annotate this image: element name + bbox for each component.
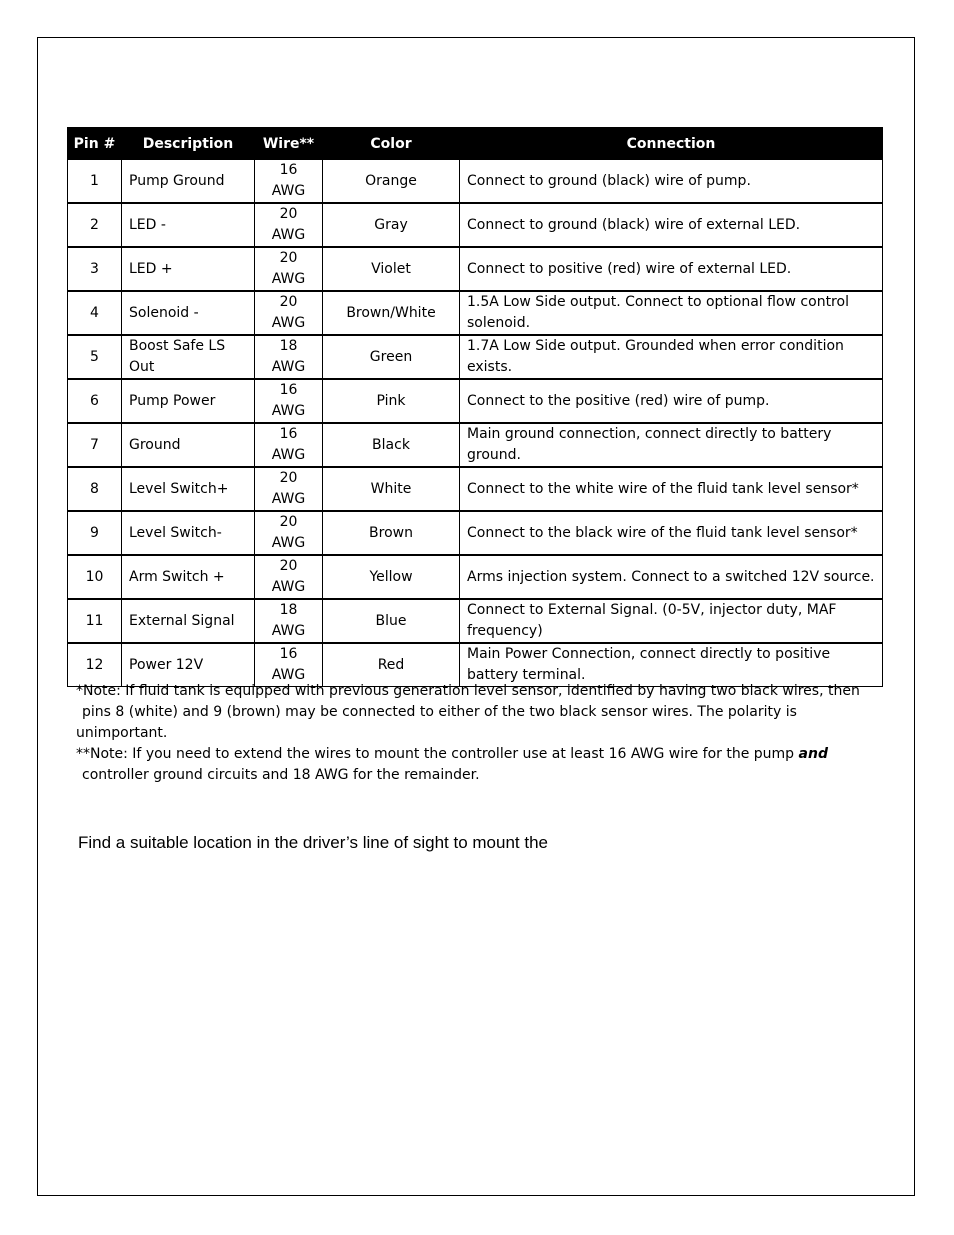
wire-gauge-number: 20 <box>279 206 298 222</box>
pin-number-cell: 9 <box>68 511 122 555</box>
connection-cell: Connect to the black wire of the fluid tank level sensor* <box>460 511 883 555</box>
pin-number-cell: 5 <box>68 335 122 379</box>
footnote-wire-gauge: **Note: If you need to extend the wires to mount the controller use at least 16 AWG wire for the pump and controller ground circuits and 18 AWG for the remainder. <box>76 746 828 783</box>
wire-gauge-unit: AWG <box>271 315 306 331</box>
wire-gauge-unit: AWG <box>271 623 306 639</box>
description-cell: Power 12V <box>122 643 255 687</box>
wire-gauge-unit: AWG <box>271 491 306 507</box>
table-row <box>68 555 883 599</box>
connection-cell: Connect to the positive (red) wire of pump. <box>460 379 883 423</box>
wire-color-cell: Red <box>323 643 460 687</box>
wire-color-cell: Violet <box>323 247 460 291</box>
pin-number-cell: 7 <box>68 423 122 467</box>
wire-gauge-number: 18 <box>279 338 298 354</box>
description-cell: Arm Switch + <box>122 555 255 599</box>
pin-number-cell: 6 <box>68 379 122 423</box>
connection-cell: Arms injection system. Connect to a switched 12V source. <box>460 555 883 599</box>
header-wire: Wire** <box>255 128 323 160</box>
wire-gauge-cell <box>255 291 323 335</box>
wire-gauge-cell <box>255 160 323 204</box>
wire-gauge-number: 20 <box>279 294 298 310</box>
wire-gauge-unit: AWG <box>271 535 306 551</box>
wire-gauge-cell <box>255 643 323 687</box>
connection-cell: 1.7A Low Side output. Grounded when error condition exists. <box>460 335 883 379</box>
wire-gauge-unit: AWG <box>271 403 306 419</box>
table-row <box>68 643 883 687</box>
connection-cell: Main ground connection, connect directly to battery ground. <box>460 423 883 467</box>
table-row <box>68 247 883 291</box>
mounting-instruction: Find a suitable location in the driver’s line of sight to mount the <box>78 833 548 852</box>
table-row <box>68 379 883 423</box>
description-cell: Pump Ground <box>122 160 255 204</box>
wire-color-cell: Pink <box>323 379 460 423</box>
connection-cell: Connect to positive (red) wire of external LED. <box>460 247 883 291</box>
description-cell: Boost Safe LS Out <box>122 335 255 379</box>
connection-cell: Connect to ground (black) wire of external LED. <box>460 203 883 247</box>
connection-cell: Main Power Connection, connect directly to positive battery terminal. <box>460 643 883 687</box>
description-cell: Solenoid - <box>122 291 255 335</box>
wire-gauge-cell <box>255 379 323 423</box>
wire-gauge-unit: AWG <box>271 579 306 595</box>
wire-gauge-unit: AWG <box>271 447 306 463</box>
table-row <box>68 203 883 247</box>
wire-gauge-cell <box>255 423 323 467</box>
description-cell: Level Switch+ <box>122 467 255 511</box>
wire-gauge-cell <box>255 511 323 555</box>
description-cell: External Signal <box>122 599 255 643</box>
wire-gauge-number: 16 <box>279 426 298 442</box>
header-description: Description <box>122 128 255 160</box>
header-pin: Pin # <box>68 128 122 160</box>
wire-color-cell: Black <box>323 423 460 467</box>
pin-number-cell: 3 <box>68 247 122 291</box>
connection-cell: Connect to External Signal. (0-5V, injector duty, MAF frequency) <box>460 599 883 643</box>
footnote-level-sensor: *Note: If fluid tank is equipped with previous generation level sensor, identified by having two black wires, then pins 8 (white) and 9 (brown) may be connected to either of the two black sensor wires. The polarity is unimportant. <box>76 683 860 741</box>
pin-number-cell: 1 <box>68 160 122 204</box>
description-cell: LED + <box>122 247 255 291</box>
pin-number-cell: 10 <box>68 555 122 599</box>
wire-gauge-number: 16 <box>279 162 298 178</box>
wire-gauge-number: 16 <box>279 646 298 662</box>
wire-color-cell: Green <box>323 335 460 379</box>
description-cell: Ground <box>122 423 255 467</box>
connection-cell: 1.5A Low Side output. Connect to optional flow control solenoid. <box>460 291 883 335</box>
table-row <box>68 511 883 555</box>
wire-gauge-cell <box>255 555 323 599</box>
wire-gauge-unit: AWG <box>271 183 306 199</box>
table-row <box>68 335 883 379</box>
wire-color-cell: Brown <box>323 511 460 555</box>
pin-number-cell: 11 <box>68 599 122 643</box>
wire-gauge-cell <box>255 467 323 511</box>
wire-gauge-number: 20 <box>279 514 298 530</box>
description-cell: Level Switch- <box>122 511 255 555</box>
wire-gauge-number: 16 <box>279 382 298 398</box>
connection-cell: Connect to ground (black) wire of pump. <box>460 160 883 204</box>
footnotes <box>76 681 876 786</box>
wire-gauge-unit: AWG <box>271 359 306 375</box>
wire-gauge-number: 18 <box>279 602 298 618</box>
wire-gauge-number: 20 <box>279 470 298 486</box>
wire-color-cell: Yellow <box>323 555 460 599</box>
pin-number-cell: 12 <box>68 643 122 687</box>
table-row <box>68 423 883 467</box>
wire-color-cell: Blue <box>323 599 460 643</box>
pin-number-cell: 8 <box>68 467 122 511</box>
wire-gauge-cell <box>255 247 323 291</box>
wire-color-cell: Gray <box>323 203 460 247</box>
wire-color-cell: Orange <box>323 160 460 204</box>
pin-number-cell: 4 <box>68 291 122 335</box>
pin-number-cell: 2 <box>68 203 122 247</box>
wire-color-cell: White <box>323 467 460 511</box>
wire-gauge-number: 20 <box>279 558 298 574</box>
header-color: Color <box>323 128 460 160</box>
description-cell: LED - <box>122 203 255 247</box>
table-row <box>68 467 883 511</box>
wire-gauge-cell <box>255 335 323 379</box>
wire-gauge-number: 20 <box>279 250 298 266</box>
wire-gauge-unit: AWG <box>271 227 306 243</box>
table-row <box>68 291 883 335</box>
description-cell: Pump Power <box>122 379 255 423</box>
table-row <box>68 160 883 204</box>
wire-gauge-unit: AWG <box>271 667 306 683</box>
table-header-row <box>68 128 883 160</box>
pinout-table <box>67 127 883 687</box>
wire-gauge-cell <box>255 599 323 643</box>
table-row <box>68 599 883 643</box>
header-connection: Connection <box>460 128 883 160</box>
wire-gauge-cell <box>255 203 323 247</box>
connection-cell: Connect to the white wire of the fluid tank level sensor* <box>460 467 883 511</box>
wire-color-cell: Brown/White <box>323 291 460 335</box>
wire-gauge-unit: AWG <box>271 271 306 287</box>
